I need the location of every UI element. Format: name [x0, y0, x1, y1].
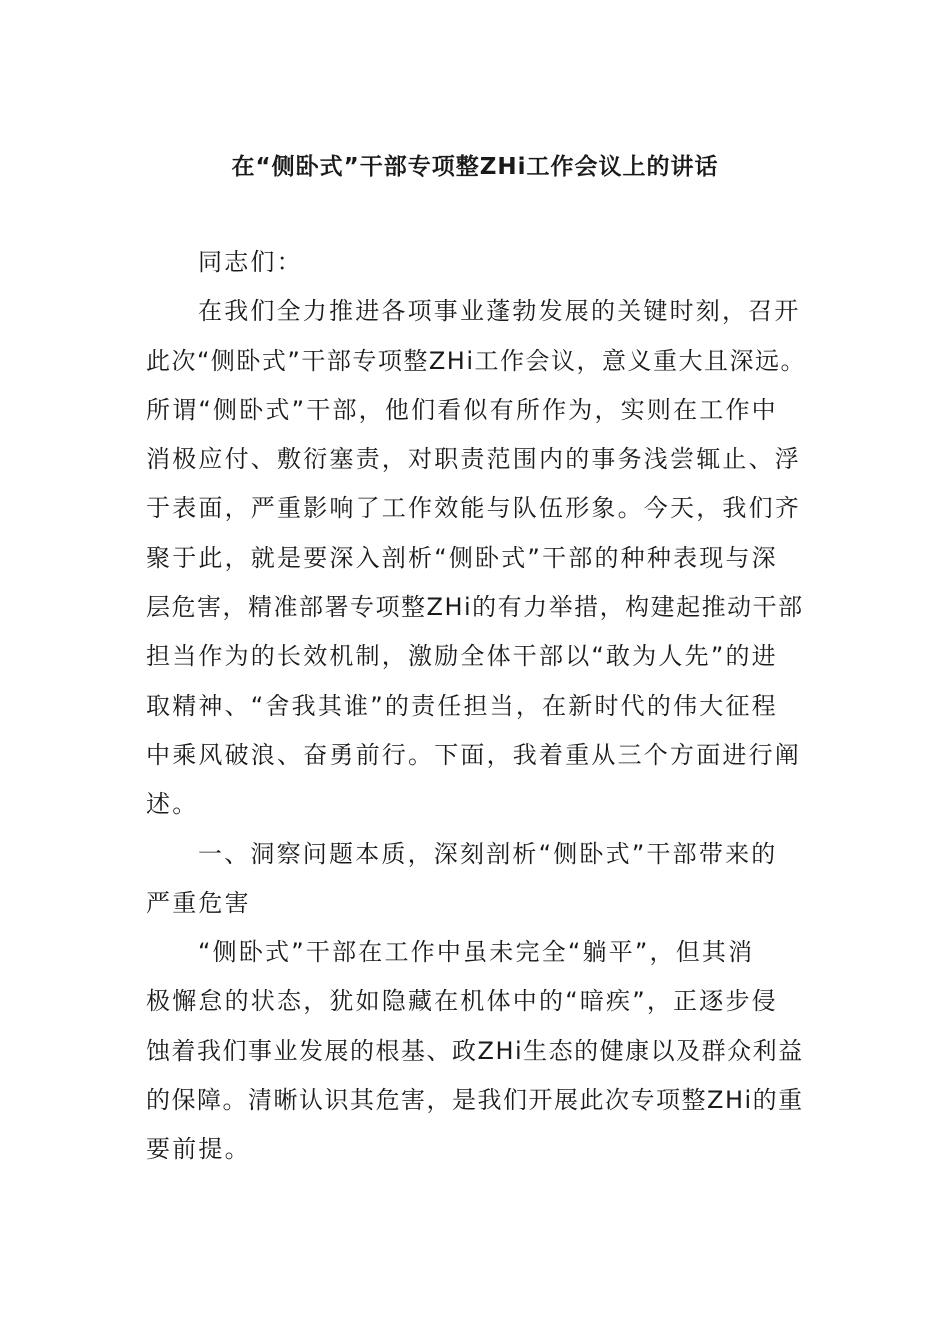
- paragraph-line: 取精神、“舍我其谁”的责任担当，在新时代的伟大征程: [146, 691, 778, 720]
- paragraph-line: 要前提。: [146, 1135, 251, 1164]
- document-title: 在“侧卧式”干部专项整ZHi工作会议上的讲话: [231, 154, 719, 180]
- paragraph-line: “侧卧式”干部在工作中虽未完全“躺平”，但其消: [198, 938, 755, 967]
- paragraph-line: 所谓“侧卧式”干部，他们看似有所作为，实则在工作中: [146, 395, 778, 424]
- section-heading-line: 一、洞察问题本质，深刻剖析“侧卧式”干部带来的: [198, 839, 778, 868]
- paragraph-line: 述。: [146, 790, 199, 819]
- paragraph-line: 蚀着我们事业发展的根基、政ZHi生态的健康以及群众利益: [146, 1036, 804, 1065]
- section-heading-line: 严重危害: [146, 888, 251, 917]
- paragraph-line: 极懈怠的状态，犹如隐藏在机体中的“暗疾”，正逐步侵: [146, 987, 778, 1016]
- paragraph-line: 在我们全力推进各项事业蓬勃发展的关键时刻，召开: [198, 297, 801, 326]
- salutation: 同志们：: [198, 248, 303, 276]
- document-body: [146, 238, 818, 1175]
- paragraph-line: 消极应付、敷衍塞责，对职责范围内的事务浅尝辄止、浮: [146, 445, 801, 474]
- paragraph-line: 的保障。清晰认识其危害，是我们开展此次专项整ZHi的重: [146, 1086, 804, 1115]
- paragraph-line: 层危害，精准部署专项整ZHi的有力举措，构建起推动干部: [146, 593, 804, 622]
- paragraph-line: 担当作为的长效机制，激励全体干部以“敢为人先”的进: [146, 642, 778, 671]
- paragraph-line: 聚于此，就是要深入剖析“侧卧式”干部的种种表现与深: [146, 543, 778, 572]
- paragraph-line: 此次“侧卧式”干部专项整ZHi工作会议，意义重大且深远。: [146, 346, 807, 375]
- paragraph-line: 中乘风破浪、奋勇前行。下面，我着重从三个方面进行阐: [146, 740, 801, 769]
- paragraph-line: 于表面，严重影响了工作效能与队伍形象。今天，我们齐: [146, 494, 801, 523]
